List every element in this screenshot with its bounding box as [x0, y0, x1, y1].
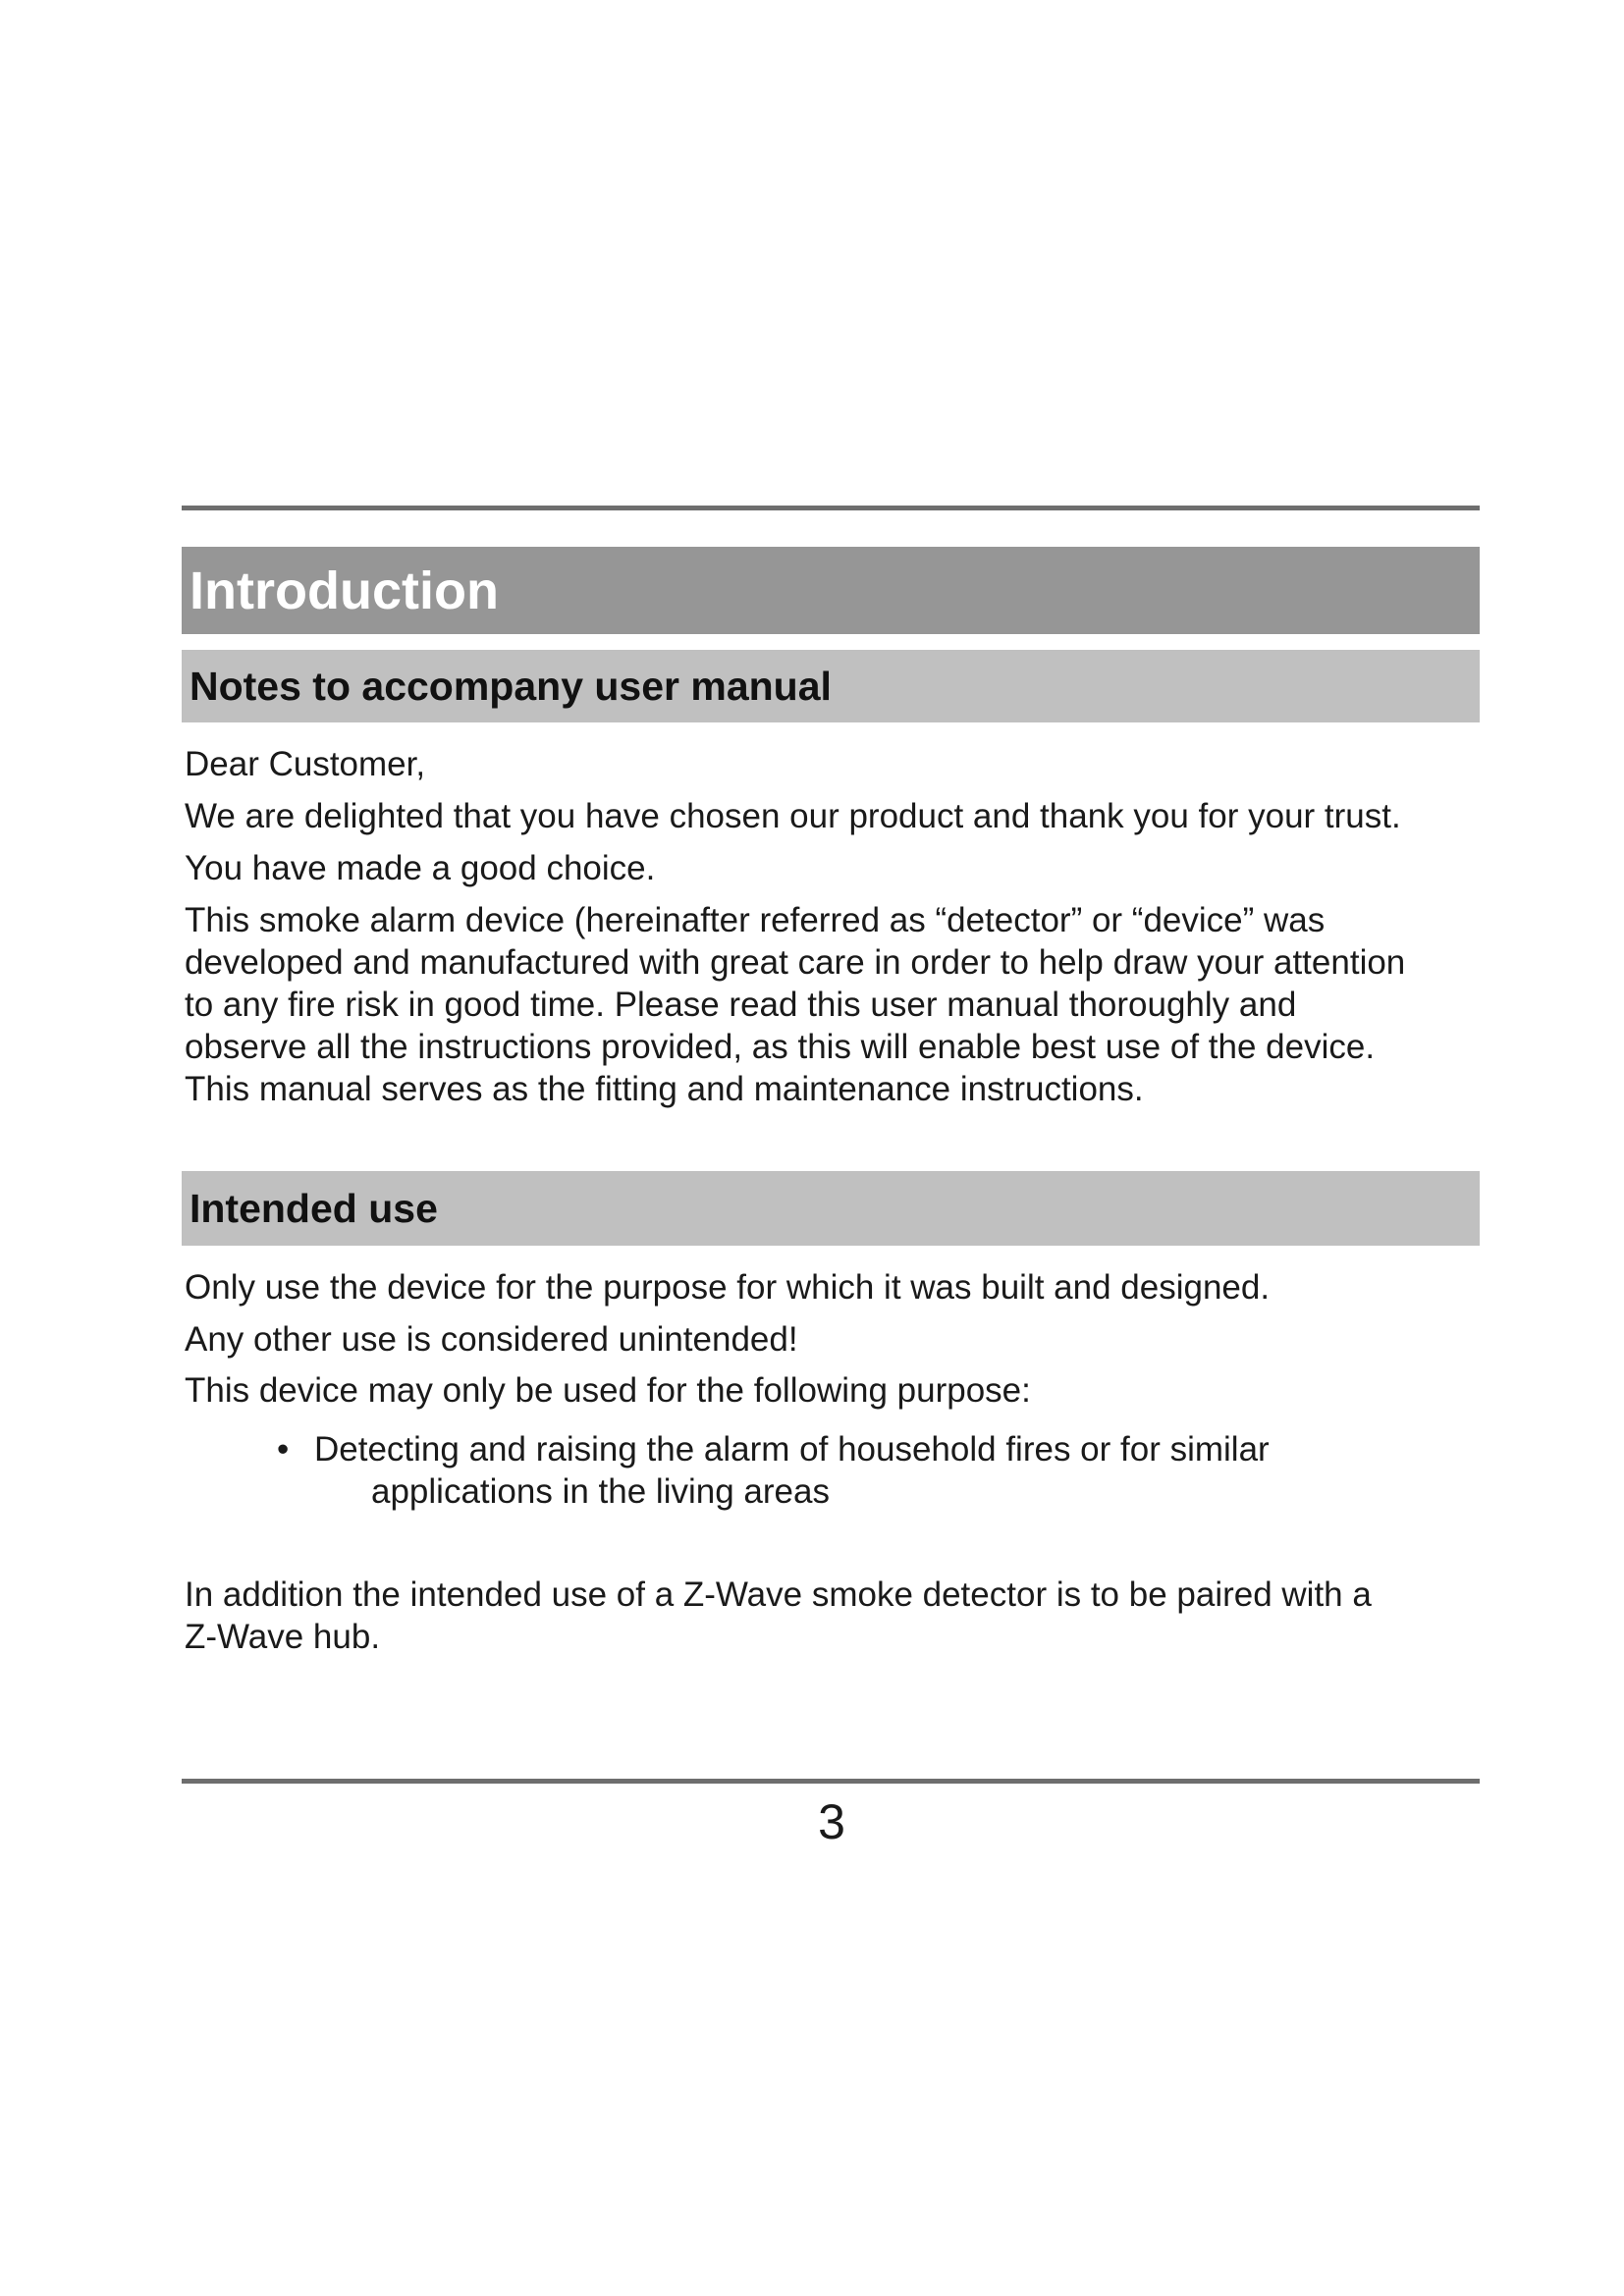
notes-line-1: We are delighted that you have chosen our product and thank you for your trust.	[185, 797, 1401, 835]
bottom-rule	[182, 1779, 1480, 1784]
intended-line-2: Any other use is considered unintended!	[185, 1320, 798, 1359]
top-rule	[182, 506, 1480, 510]
notes-heading-banner	[182, 650, 1480, 722]
intended-line-3: This device may only be used for the following purpose:	[185, 1371, 1031, 1410]
page-number: 3	[818, 1794, 845, 1849]
intended-use-heading-banner	[182, 1171, 1480, 1246]
addition-line: In addition the intended use of a Z-Wave smoke detector is to be paired with a	[185, 1575, 1372, 1614]
notes-body-line: observe all the instructions provided, as this will enable best use of the device.	[185, 1028, 1376, 1066]
greeting: Dear Customer,	[185, 745, 426, 783]
notes-body-line: This manual serves as the fitting and maintenance instructions.	[185, 1070, 1144, 1108]
section-title: Introduction	[189, 561, 499, 620]
purpose-line-2: applications in the living areas	[371, 1472, 830, 1511]
intended-line-1: Only use the device for the purpose for which it was built and designed.	[185, 1268, 1271, 1307]
purpose-line-1: Detecting and raising the alarm of household fires or for similar	[314, 1430, 1270, 1468]
intended-use-heading: Intended use	[189, 1185, 438, 1231]
section-banner	[182, 547, 1480, 634]
addition-line: Z-Wave hub.	[185, 1618, 381, 1656]
notes-line-2: You have made a good choice.	[185, 849, 656, 887]
notes-body-line: developed and manufactured with great care in order to help draw your attention	[185, 943, 1406, 982]
bullet-icon: •	[277, 1430, 290, 1468]
notes-heading: Notes to accompany user manual	[189, 663, 832, 709]
notes-body-line: This smoke alarm device (hereinafter referred as “detector” or “device” was	[185, 901, 1326, 939]
notes-body-line: to any fire risk in good time. Please read this user manual thoroughly and	[185, 986, 1297, 1024]
